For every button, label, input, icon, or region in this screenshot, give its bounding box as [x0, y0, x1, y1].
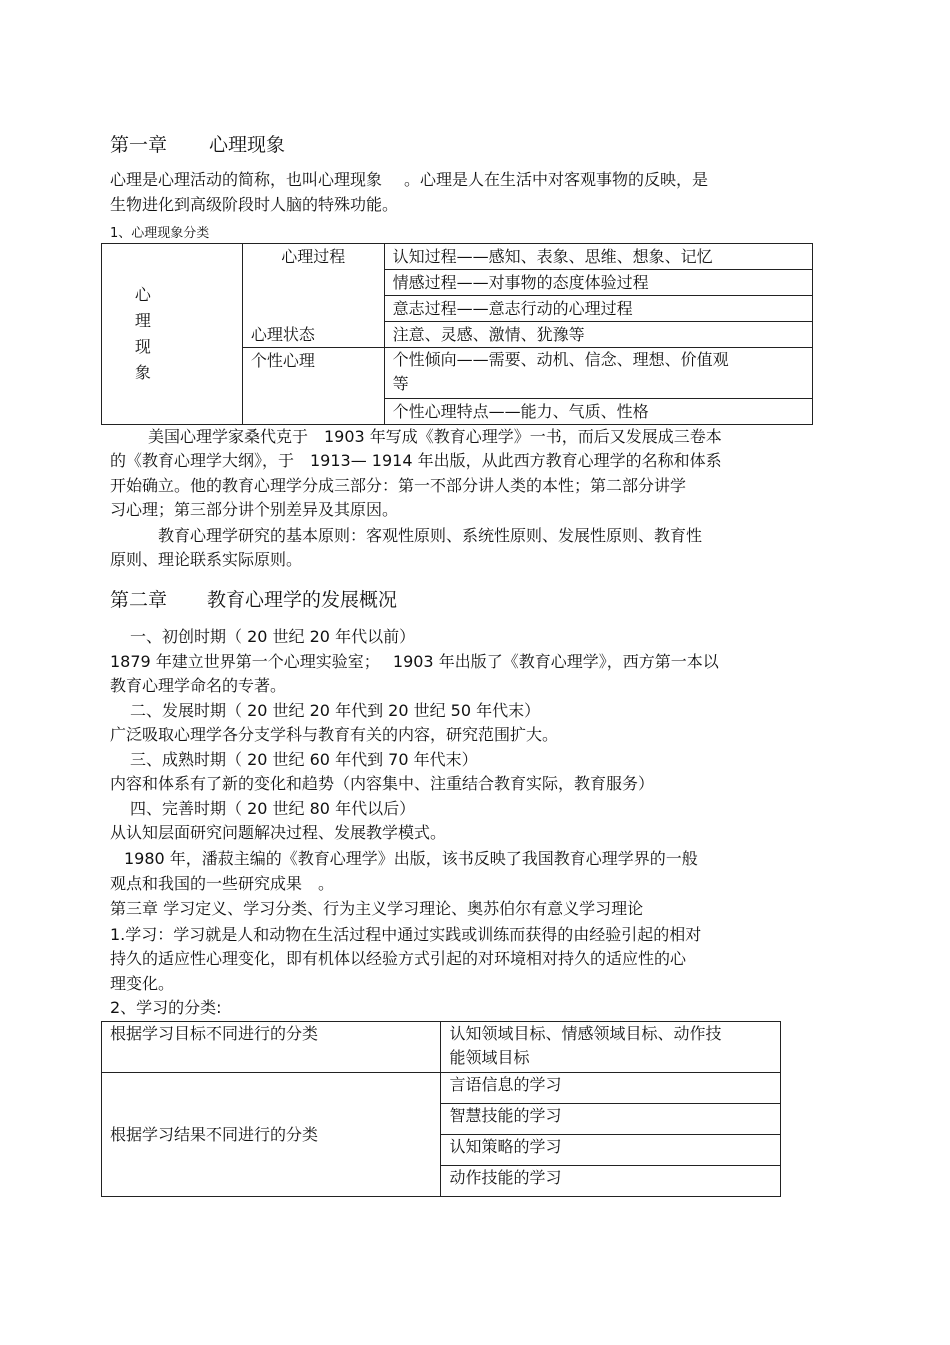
table1-state-item: 注意、灵感、激情、犹豫等	[384, 322, 812, 348]
table2-row1-right	[441, 1022, 781, 1073]
chapter-2-name: 教育心理学的发展概况	[207, 589, 398, 611]
subheading-classification: 1、心理现象分类	[110, 226, 210, 241]
thorndike-line-2: 的《教育心理学大纲》，于 1913— 1914 年出版，从此西方教育心理学的名称和体系	[110, 451, 722, 470]
pers-item-1-line-b: 等	[392, 374, 409, 393]
ch1-intro-line-2: 生物进化到高级阶段时人脑的特殊功能。	[110, 195, 399, 214]
side-char: 现	[134, 337, 151, 356]
table1-process-item: 情感过程——对事物的态度体验过程	[384, 270, 812, 296]
chapter-2-number: 第二章	[110, 589, 168, 611]
ch2-line: 广泛吸取心理学各分支学科与教育有关的内容，研究范围扩大。	[110, 725, 559, 744]
side-char: 心	[134, 285, 151, 304]
table2-result-item: 动作技能的学习	[441, 1166, 781, 1197]
ch2-period-3: 三、成熟时期（ 20 世纪 60 年代到 70 年代末）	[130, 750, 478, 769]
chapter-1-title	[110, 130, 285, 157]
table1-process-label: 心理过程	[242, 244, 384, 322]
principles-line-2: 原则、理论联系实际原则。	[110, 550, 303, 569]
principles-line-1: 教育心理学研究的基本原则：客观性原则、系统性原则、发展性原则、教育性	[158, 526, 703, 545]
table1-personality-label: 个性心理	[242, 348, 384, 425]
thorndike-line-1: 美国心理学家桑代克于 1903 年写成《教育心理学》一书，而后又发展成三卷本	[148, 427, 722, 446]
ch1-intro-part-a: 心理是心理活动的简称，也叫心理现象	[110, 170, 383, 189]
chapter-1-name: 心理现象	[209, 134, 286, 156]
chapter-2-title	[110, 585, 397, 612]
ch2-line: 从认知层面研究问题解决过程、发展教学模式。	[110, 823, 447, 842]
psych-phenomena-table	[101, 243, 813, 425]
ch2-period-1: 一、初创时期（ 20 世纪 20 年代以前）	[130, 627, 416, 646]
learning-classification-table	[101, 1021, 781, 1197]
ch2-line: 1879 年建立世界第一个心理实验室； 1903 年出版了《教育心理学》，西方第一本以	[110, 652, 719, 671]
ch1-intro-line-1	[110, 168, 708, 192]
table2-result-item: 智慧技能的学习	[441, 1104, 781, 1135]
ch2-line: 观点和我国的一些研究成果 。	[110, 874, 335, 893]
ch2-line: 教育心理学命名的专著。	[110, 676, 287, 695]
subheading-learning-types: 2、学习的分类:	[110, 998, 222, 1017]
learning-def-line-2: 持久的适应性心理变化，即有机体以经验方式引起的对环境相对持久的适应性的心	[110, 949, 687, 968]
row1-right-line-b: 能领域目标	[449, 1048, 530, 1067]
table1-pers-item-2: 个性心理特点——能力、气质、性格	[384, 399, 812, 425]
ch2-period-4: 四、完善时期（ 20 世纪 80 年代以后）	[130, 799, 416, 818]
chapter-1-number: 第一章	[110, 134, 168, 156]
table1-process-item: 认知过程——感知、表象、思维、想象、记忆	[384, 244, 812, 270]
learning-def-line-1: 1.学习：学习就是人和动物在生活过程中通过实践或训练而获得的由经验引起的相对	[110, 925, 702, 944]
ch2-line: 内容和体系有了新的变化和趋势（内容集中、注重结合教育实际，教育服务）	[110, 774, 655, 793]
ch2-line: 1980 年，潘菽主编的《教育心理学》出版，该书反映了我国教育心理学界的一般	[124, 849, 698, 868]
chapter-3-title: 第三章 学习定义、学习分类、行为主义学习理论、奥苏伯尔有意义学习理论	[110, 899, 644, 918]
thorndike-line-3: 开始确立。他的教育心理学分成三部分：第一不部分讲人类的本性；第二部分讲学	[110, 476, 687, 495]
ch2-period-2: 二、发展时期（ 20 世纪 20 年代到 20 世纪 50 年代末）	[130, 701, 541, 720]
table1-side-label	[102, 244, 243, 425]
pers-item-1-line-a: 个性倾向——需要、动机、信念、理想、价值观	[392, 350, 729, 369]
thorndike-line-4: 习心理；第三部分讲个别差异及其原因。	[110, 500, 399, 519]
table2-result-item: 言语信息的学习	[441, 1073, 781, 1104]
learning-def-line-3: 理变化。	[110, 974, 175, 993]
row1-right-line-a: 认知领域目标、情感领域目标、动作技	[449, 1024, 722, 1043]
table2-row1-left: 根据学习目标不同进行的分类	[102, 1022, 441, 1073]
table1-process-item: 意志过程——意志行动的心理过程	[384, 296, 812, 322]
side-char: 象	[134, 363, 151, 382]
table1-state-label: 心理状态	[242, 322, 384, 348]
side-char: 理	[134, 311, 151, 330]
table2-result-item: 认知策略的学习	[441, 1135, 781, 1166]
table1-pers-item-1	[384, 348, 812, 399]
ch1-intro-part-b: 。心理是人在生活中对客观事物的反映，是	[404, 170, 709, 189]
table2-row2-left: 根据学习结果不同进行的分类	[102, 1073, 441, 1197]
